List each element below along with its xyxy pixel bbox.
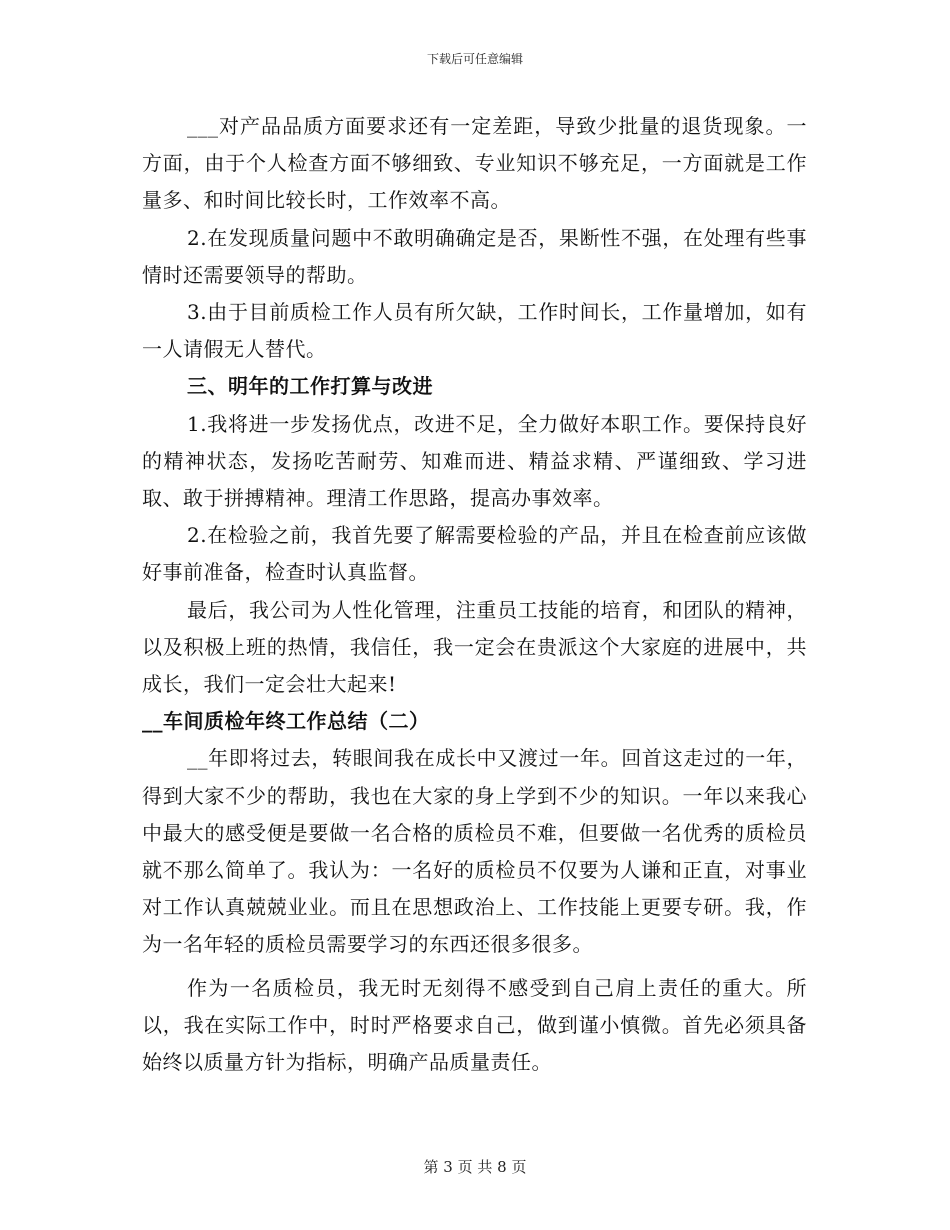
paragraph-item-2: 2.在发现质量问题中不敢明确确定是否，果断性不强，在处理有些事情时还需要领导的帮助。 <box>142 225 807 287</box>
paragraph-plan-1: 1.我将进一步发扬优点，改进不足，全力做好本职工作。要保持良好的精神状态，发扬吃苦耐劳、知难而进、精益求精、严谨细致、学习进取、敢于拼搏精神。理清工作思路，提高办事效率。 <box>142 411 807 511</box>
page-footer: 第 3 页 共 8 页 <box>423 1158 527 1176</box>
paragraph-item-3: 3.由于目前质检工作人员有所欠缺，工作时间长，工作量增加，如有一人请假无人替代。 <box>142 300 807 362</box>
paragraph-conclusion: 最后，我公司为人性化管理，注重员工技能的培育，和团队的精神，以及积极上班的热情，我信任，我一定会在贵派这个大家庭的进展中，共成长，我们一定会壮大起来! <box>142 597 807 697</box>
paragraph-intro: __年即将过去，转眼间我在成长中又渡过一年。回首这走过的一年，得到大家不少的帮助，我也在大家的身上学到不少的知识。一年以来我心中最大的感受便是要做一名合格的质检员不难，但要做一名优秀的质检员就不那么简单了。我认为：一名好的质检员不仅要为人谦和正直，对事业对工作认真兢兢业业。而且在思想政治上、工作技能上更要专研。我，作为一名年轻的质检员需要学习的东西还很多很多。 <box>142 746 807 957</box>
paragraph-quality-gap: ___对产品品质方面要求还有一定差距，导致少批量的退货现象。一方面，由于个人检查方面不够细致、专业知识不够充足，一方面就是工作量多、和时间比较长时，工作效率不高。 <box>142 114 807 213</box>
paragraph-responsibility: 作为一名质检员，我无时无刻得不感受到自己肩上责任的重大。所以，我在实际工作中，时时严格要求自己，做到谨小慎微。首先必须具备始终以质量方针为指标，明确产品质量责任。 <box>142 975 807 1075</box>
page-header: 下载后可任意编辑 <box>426 52 523 66</box>
document-body <box>142 108 807 1081</box>
paragraph-plan-2: 2.在检验之前，我首先要了解需要检验的产品，并且在检查前应该做好事前准备，检查时认真监督。 <box>142 523 807 585</box>
section-heading: 三、明年的工作打算与改进 <box>187 374 433 399</box>
document-title: __车间质检年终工作总结（二） <box>142 709 430 734</box>
